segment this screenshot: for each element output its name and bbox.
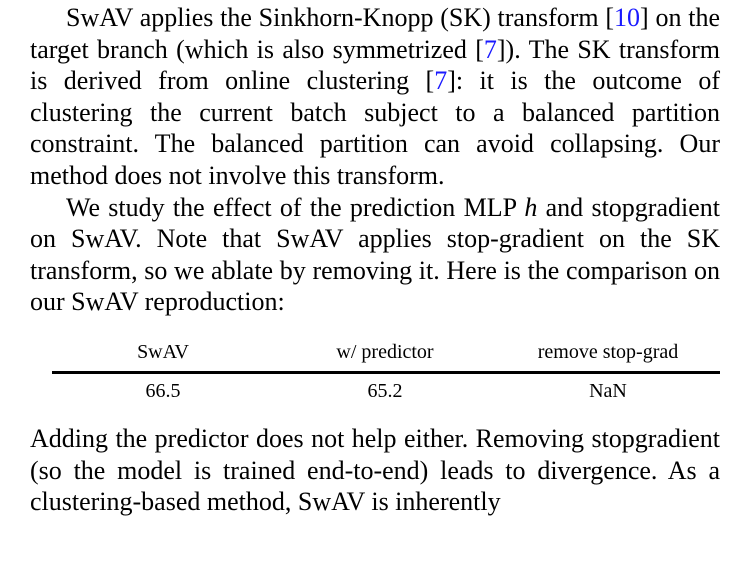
swav-comparison-table-wrapper bbox=[30, 338, 720, 407]
table-cell-swav-value: 66.5 bbox=[145, 380, 181, 403]
paper-page bbox=[30, 2, 720, 518]
citation-link-7[interactable]: 7 bbox=[483, 34, 497, 64]
citation-link-10[interactable]: 10 bbox=[614, 3, 641, 32]
paragraph-predictor-ablation bbox=[30, 192, 720, 318]
citation-link-7-second[interactable]: 7 bbox=[434, 66, 448, 96]
paragraph-1-text-a: SwAV applies the Sinkhorn-Knopp (SK) transform [ bbox=[66, 3, 615, 32]
paragraph-1-text-c: ]). The SK transform is derived from online clustering [ bbox=[30, 34, 721, 96]
paragraph-2-text-a: We study the effect of the prediction MLP bbox=[66, 192, 525, 222]
table-header-remove-stop-grad: remove stop-grad bbox=[496, 338, 720, 373]
paragraph-1-text-d: ]: it is the outcome of clustering the current batch subject to a balanced partition constraint. The balanced partition can avoid collapsing. Our method does not involve this transform. bbox=[30, 66, 720, 190]
paragraph-2-text-b: and stopgradient on SwAV. Note that SwAV applies stop-gradient on the SK transform, so we ablate by removing it. Here is the comparison on our SwAV reproduction: bbox=[30, 192, 720, 317]
swav-comparison-table bbox=[52, 338, 720, 407]
table-row bbox=[52, 372, 720, 407]
paragraph-predictor-result bbox=[30, 423, 720, 518]
table-header-swav: SwAV bbox=[52, 338, 274, 373]
table-cell-remove-stop-grad-value: NaN bbox=[589, 380, 627, 403]
paragraph-1-text-b: ] on the target branch (which is also symmetrized [ bbox=[30, 3, 720, 64]
table-header-row bbox=[52, 338, 720, 373]
paragraph-3-text: Adding the predictor does not help either. Removing stopgradient (so the model is trained end-to-end) leads to divergence. As a clustering-based method, SwAV is inherently bbox=[30, 423, 720, 517]
math-symbol-h: h bbox=[524, 192, 538, 222]
table-cell-w-predictor-value: 65.2 bbox=[367, 380, 403, 403]
paragraph-sk-transform bbox=[30, 2, 720, 192]
table-header-w-predictor: w/ predictor bbox=[274, 338, 496, 373]
